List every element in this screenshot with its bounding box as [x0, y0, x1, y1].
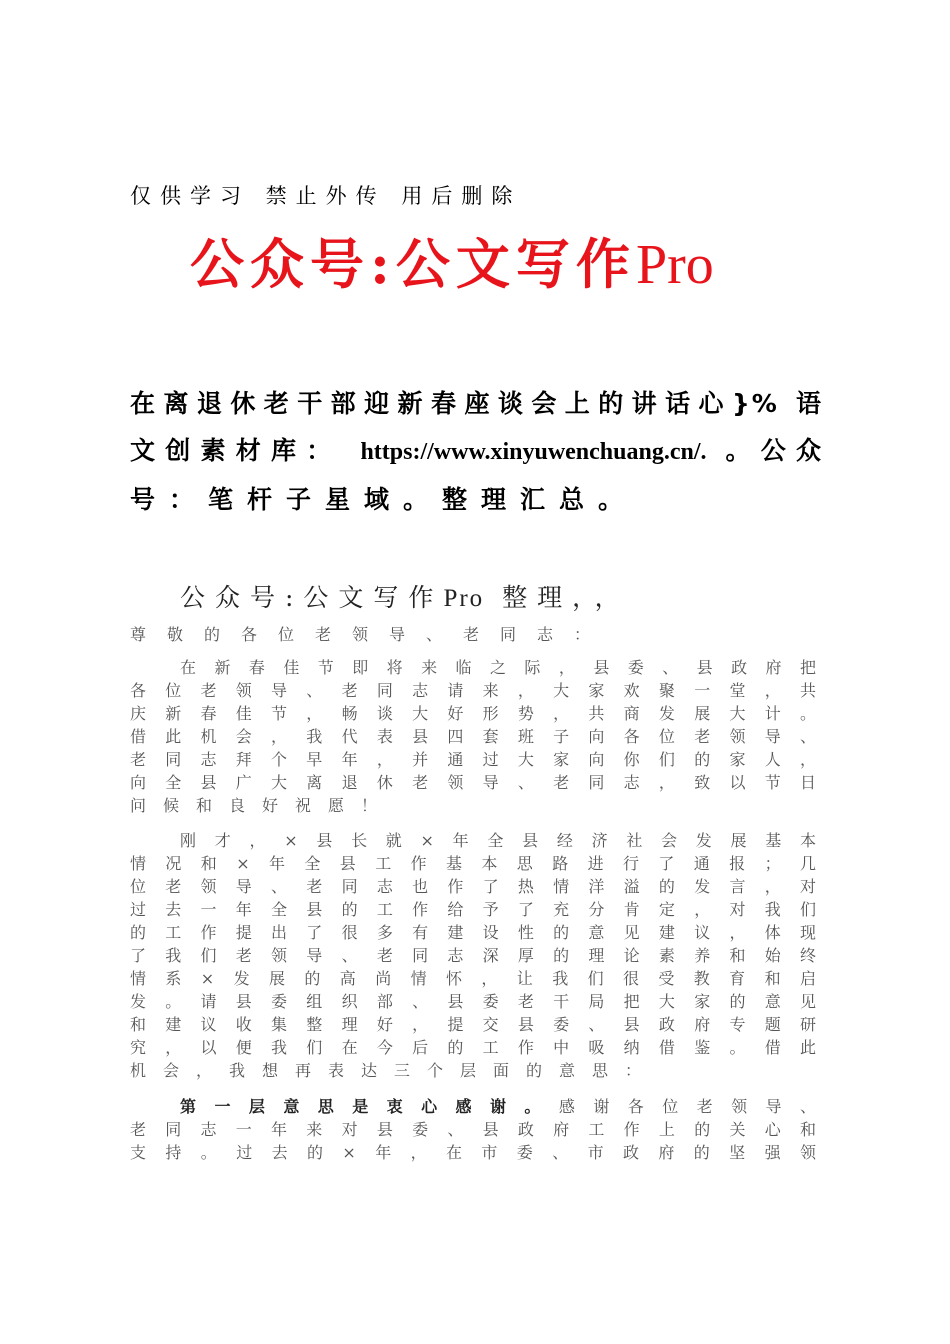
paragraph-line: 借此机会，我代表县四套班子向各位老领导、	[130, 727, 816, 746]
paragraph-line: 各位老领导、老同志请来，大家欢聚一堂，共	[130, 681, 816, 700]
brand-banner	[190, 224, 714, 318]
paragraph-line: 向全县广大离退休老领导、老同志，致以节日	[130, 773, 816, 792]
title-line-2-tail: 。公众	[725, 436, 823, 465]
usage-notice: 仅供学习 禁止外传 用后删除	[130, 184, 522, 208]
paragraph-line: 支持。过去的×年，在市委、市政府的坚强领	[130, 1143, 816, 1162]
paragraph-bold-lead: 第一层意思是衷心感谢。	[180, 1097, 559, 1116]
paragraph-3	[130, 1095, 816, 1164]
subtitle-en: Pro	[443, 585, 485, 612]
paragraph-line: 发。请县委组织部、县委老干局把大家的意见	[130, 992, 816, 1011]
brand-name-cn: 公众号:公文写作	[190, 232, 636, 296]
subtitle	[180, 578, 630, 614]
title-line-2	[130, 427, 823, 476]
paragraph-line: 老同志一年来对县委、县政府工作上的关心和	[130, 1120, 816, 1139]
paragraph-line: 位老领导、老同志也作了热情洋溢的发言，对	[130, 877, 816, 896]
paragraph-line: 老同志拜个早年，并通过大家向你们的家人，	[130, 750, 816, 769]
brand-name-en: Pro	[635, 234, 714, 296]
paragraph-1	[130, 656, 816, 817]
paragraph-line: 在新春佳节即将来临之际，县委、县政府把	[180, 658, 816, 677]
subtitle-cn: 公众号:公文写作	[180, 583, 444, 612]
title-line-1: 在离退休老干部迎新春座谈会上的讲话心}% 语	[130, 389, 823, 418]
title-source-label: 文创素材库：	[130, 436, 342, 465]
subtitle-tail: 整理，，	[502, 583, 630, 612]
paragraph-line: 究，以便我们在今后的工作中吸纳借鉴。借此	[130, 1038, 816, 1057]
salutation: 尊敬的各位老领导、老同志：	[130, 625, 612, 644]
paragraph-line: 和建议收集整理好，提交县委、县政府专题研	[130, 1015, 816, 1034]
paragraph-line: 了我们老领导、老同志深厚的理论素养和始终	[130, 946, 816, 965]
document-title	[130, 380, 823, 523]
paragraph-line-rest: 感谢各位老领导、	[558, 1097, 816, 1116]
title-url: https://www.xinyuwenchuang.cn/.	[360, 439, 707, 465]
paragraph-line: 过去一年全县的工作给予了充分肯定，对我们	[130, 900, 816, 919]
paragraph-line: 问候和良好祝愿！	[130, 796, 395, 815]
paragraph-line: 的工作提出了很多有建设性的意见建议，体现	[130, 923, 816, 942]
paragraph-line: 情系×发展的高尚情怀，让我们很受教育和启	[130, 969, 816, 988]
paragraph-line: 机会，我想再表达三个层面的意思：	[130, 1061, 659, 1080]
paragraph-line: 庆新春佳节，畅谈大好形势，共商发展大计。	[130, 704, 816, 723]
paragraph-line: 刚才，×县长就×年全县经济社会发展基本	[180, 831, 816, 850]
paragraph-2	[130, 829, 816, 1082]
paragraph-line	[130, 1095, 816, 1118]
paragraph-line: 情况和×年全县工作基本思路进行了通报；几	[130, 854, 816, 873]
title-line-3: 号：笔杆子星域。整理汇总。	[130, 485, 638, 514]
